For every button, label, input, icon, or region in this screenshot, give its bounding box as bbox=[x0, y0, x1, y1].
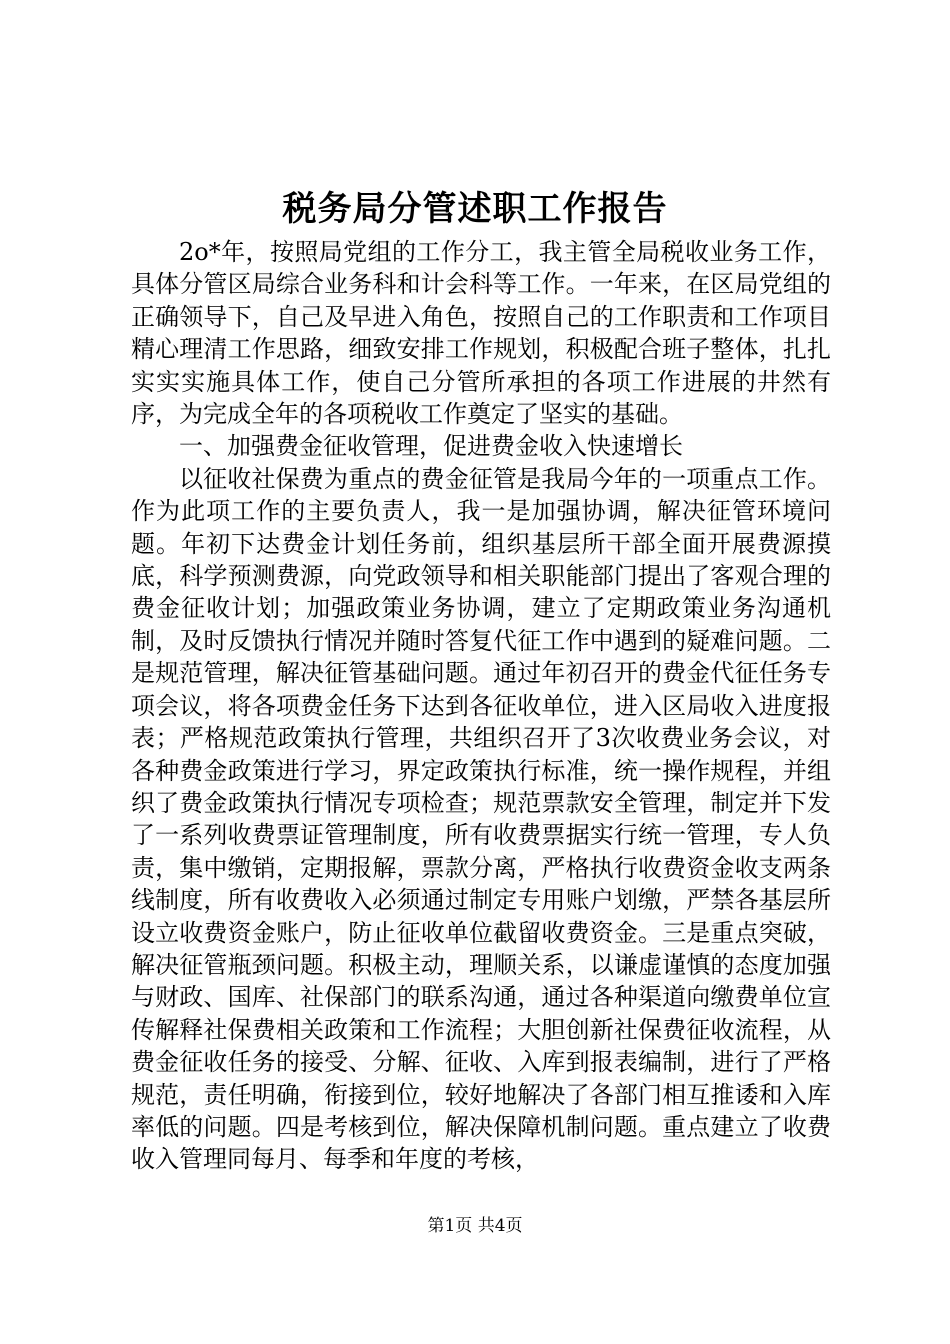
section-heading: 一、加强费金征收管理，促进费金收入快速增长 bbox=[179, 432, 683, 461]
page-footer bbox=[0, 1214, 950, 1238]
document-title: 税务局分管述职工作报告 bbox=[282, 189, 668, 229]
page-total: 共4页 bbox=[477, 1216, 523, 1236]
page-number: 第1页 bbox=[427, 1216, 473, 1236]
section-paragraph: 以征收社保费为重点的费金征管是我局今年的一项重点工作。作为此项工作的主要负责人，我一是加强协调，解决征管环境问题。年初下达费金计划任务前，组织基层所干部全面开展费源摸底，科学预测费源，向党政领导和相关职能部门提出了客观合理的费金征收计划；加强政策业务协调，建立了定期政策业务沟通机制，及时反馈执行情况并随时答复代征工作中遇到的疑难问题。二是规范管理，解决征管基础问题。通过年初召开的费金代征任务专项会议，将各项费金任务下达到各征收单位，进入区局收入进度报表；严格规范政策执行管理，共组织召开了3次收费业务会议，对各种费金政策进行学习，界定政策执行标准，统一操作规程，并组织了费金政策执行情况专项检查；规范票款安全管理，制定并下发了一系列收费票证管理制度，所有收费票据实行统一管理，专人负责，集中缴销，定期报解，票款分离，严格执行收费资金收支两条线制度，所有收费收入必须通过制定专用账户划缴，严禁各基层所设立收费资金账户，防止征收单位截留收费资金。三是重点突破，解决征管瓶颈问题。积极主动，理顺关系，以谦虚谨慎的态度加强与财政、国库、社保部门的联系沟通，通过各种渠道向缴费单位宣传解释社保费相关政策和工作流程；大胆创新社保费征收流程，从费金征收任务的接受、分解、征收、入库到报表编制，进行了严格规范，责任明确，衔接到位，较好地解决了各部门相互推诿和入库率低的问题。四是考核到位，解决保障机制问题。重点建立了收费收入管理同每月、每季和年度的考核， bbox=[131, 464, 831, 1174]
document-body bbox=[131, 236, 831, 1176]
intro-paragraph: 2o*年，按照局党组的工作分工，我主管全局税收业务工作，具体分管区局综合业务科和计会科等工作。一年来，在区局党组的正确领导下，自己及早进入角色，按照自己的工作职责和工作项目精心理清工作思路，细致安排工作规划，积极配合班子整体，扎扎实实实施具体工作，使自己分管所承担的各项工作进展的井然有序，为完成全年的各项税收工作奠定了坚实的基础。 bbox=[131, 238, 831, 429]
